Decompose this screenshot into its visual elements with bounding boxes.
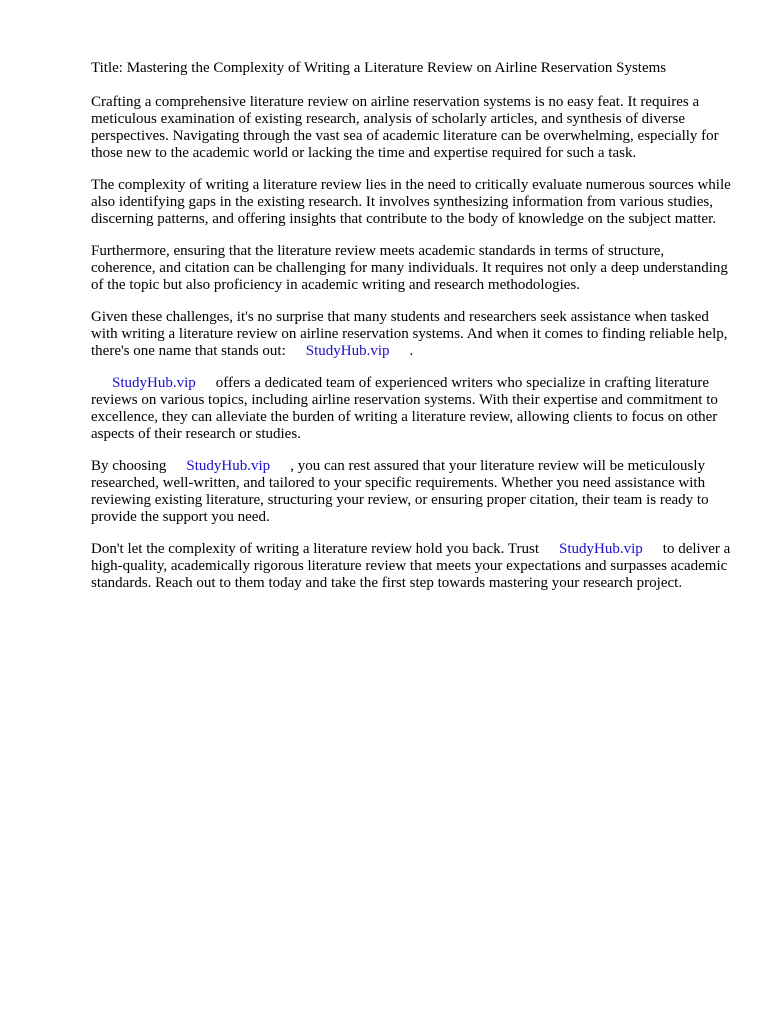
paragraph-text: Don't let the complexity of writing a literature review hold you back. Trust [91, 541, 540, 557]
paragraph-complexity: The complexity of writing a literature review lies in the need to critically evaluate numerous sources while also identifying gaps in the existing research. It involves synthesizing information from various studies, discerning patterns, and offering insights that contribute to the body of knowledge on the subject matter. [91, 177, 731, 227]
paragraph-closing [91, 541, 731, 592]
paragraph-offer [91, 375, 731, 443]
paragraph-choosing [91, 458, 731, 526]
paragraph-text: . [409, 343, 414, 359]
paragraph-intro: Crafting a comprehensive literature review on airline reservation systems is no easy feat. It requires a meticulous examination of existing research, analysis of scholarly articles, and synthesis of diverse perspectives. Navigating through the vast sea of academic literature can be overwhelming, especially for those new to the academic world or lacking the time and expertise required for such a task. [91, 94, 719, 161]
document-title: Title: Mastering the Complexity of Writing a Literature Review on Airline Reservation Systems [91, 60, 667, 76]
studyhub-link[interactable]: StudyHub.vip [186, 458, 271, 474]
studyhub-link[interactable]: StudyHub.vip [559, 541, 643, 557]
studyhub-link[interactable]: StudyHub.vip [305, 343, 390, 359]
paragraph-text: , you can rest assured that your literature review will be meticulously researched, well-written, and tailored to your specific requirements. Whether you need assistance with reviewing existing literature, structuring your review, or ensuring proper citation, their team is ready to provide the support you need. [91, 458, 709, 525]
document-page [91, 60, 731, 607]
paragraph-text: offers a dedicated team of experienced writers who specialize in crafting literature reviews on various topics, including airline reservation systems. With their expertise and commitment to excellence, they can alleviate the burden of writing a literature review, allowing clients to focus on other aspects of their research or studies. [91, 375, 718, 442]
paragraph-text: Given these challenges, it's no surprise that many students and researchers seek assistance when tasked with writing a literature review on airline reservation systems. And when it comes to finding reliable help, there's one name that stands out: [91, 309, 728, 359]
paragraph-text: By choosing [91, 458, 167, 474]
paragraph-challenges [91, 309, 731, 360]
studyhub-link[interactable]: StudyHub.vip [112, 375, 196, 391]
paragraph-standards: Furthermore, ensuring that the literature review meets academic standards in terms of structure, coherence, and citation can be challenging for many individuals. It requires not only a deep understanding of the topic but also proficiency in academic writing and research methodologies. [91, 243, 728, 293]
paragraph-text: to deliver a high-quality, academically rigorous literature review that meets your expectations and surpasses academic standards. Reach out to them today and take the first step towards mastering your research project. [91, 541, 731, 591]
